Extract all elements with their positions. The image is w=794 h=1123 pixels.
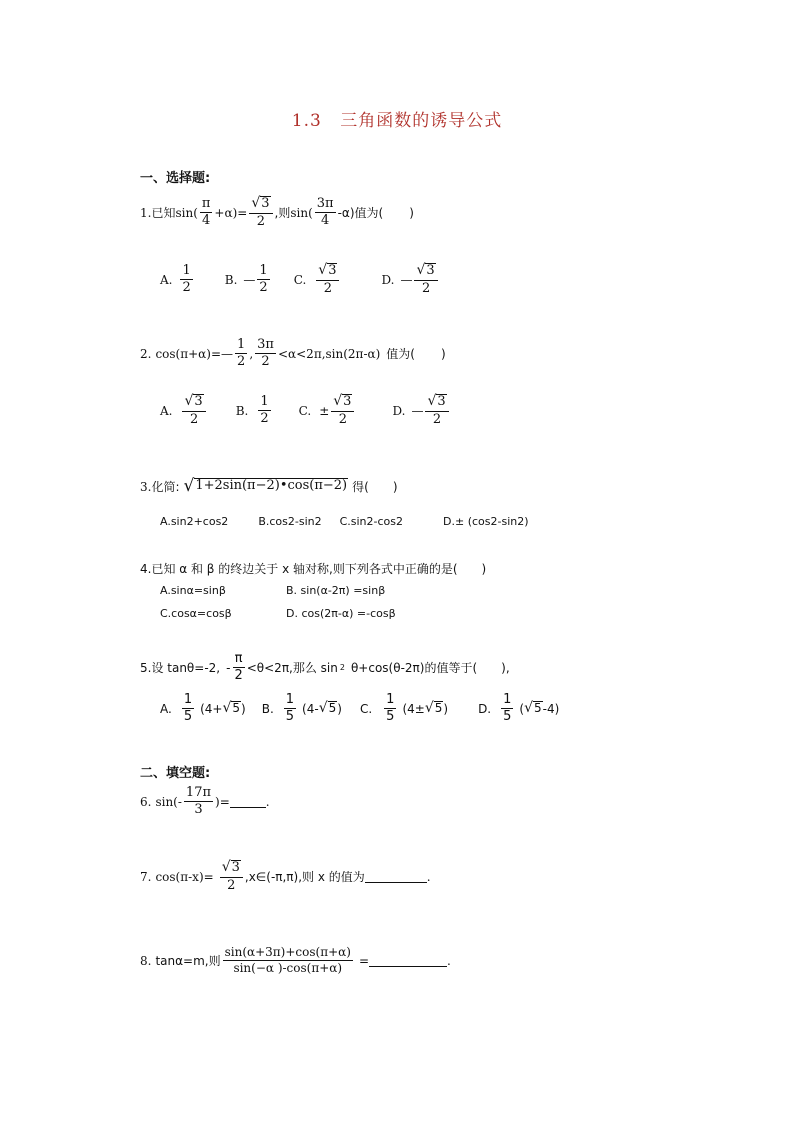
- option-d: D. $\frac{1}{5}$ ( √ 5 -4): [478, 692, 560, 725]
- title-number: 1.3: [291, 111, 322, 131]
- question-2-options: [160, 394, 451, 427]
- option-d: D.± (cos2-sin2): [443, 515, 529, 528]
- question-text: <θ<2π,那么 sin: [246, 661, 338, 676]
- answer-blank[interactable]: [369, 954, 447, 967]
- fraction-denominator: 4: [321, 213, 330, 229]
- fraction: $\frac{3\pi}{2}$: [257, 337, 274, 370]
- question-text: ,x∈(-π,π),则 x 的值为: [244, 870, 365, 885]
- option-d: D. cos(2π-α) =-cosβ: [286, 607, 396, 620]
- option-a: A. √ 3 2: [160, 394, 208, 427]
- fraction: [249, 196, 272, 229]
- question-text: 已知: [151, 206, 176, 221]
- question-8: 8. tanα=m,则 $\frac{\sin(\alpha+3\pi)+\cos(\pi+\alpha)}{\sin(-\alpha )-\cos(\pi+\alpha)}$ = .: [140, 945, 451, 976]
- option-b: B.cos2-sin2: [258, 515, 322, 528]
- option-c: C. ± √ 3 2: [299, 394, 357, 427]
- question-number: 1.: [140, 205, 152, 220]
- question-number: 7.: [140, 869, 152, 884]
- option-label: C.: [293, 272, 307, 287]
- question-1-options: [160, 263, 440, 296]
- question-3-options: [160, 515, 529, 528]
- question-text: ,则: [274, 206, 291, 221]
- option-b: B. — $\frac{1}{2}$: [224, 262, 268, 296]
- question-text: tanα=m,则: [155, 954, 221, 969]
- option-label: B.: [224, 272, 238, 287]
- fraction: $\frac{1}{5}$: [183, 692, 193, 725]
- question-1: [140, 196, 414, 229]
- square-root: √ 3: [251, 195, 270, 211]
- square-root: √ 5: [524, 700, 542, 717]
- question-3: 3. 化简: √ 1+2sin(π−2)•cos(π−2) 得( ): [140, 476, 398, 496]
- question-4: 4. 已知 α 和 β 的终边关于 x 轴对称,则下列各式中正确的是( ): [140, 561, 487, 576]
- answer-blank[interactable]: [365, 870, 427, 883]
- fraction: √ 3 2: [414, 263, 437, 296]
- superscript: 2: [339, 663, 345, 673]
- question-number: 6.: [140, 794, 152, 809]
- fraction-denominator: sin(−α )-cos(π+α): [233, 961, 343, 976]
- square-root: √ 3: [318, 262, 337, 278]
- math-text: sin(: [175, 205, 198, 220]
- square-root: √ 5: [318, 700, 337, 717]
- question-number: 3.: [140, 479, 152, 494]
- fraction-numerator: 3π: [315, 197, 336, 213]
- title-text: 三角函数的诱导公式: [340, 111, 503, 131]
- question-text: 值为(: [386, 347, 415, 362]
- question-4-options-row-1: [160, 584, 385, 597]
- question-4-options-row-2: [160, 607, 396, 620]
- option-a: A.sin2+cos2: [160, 515, 229, 528]
- math-text: sin(-: [155, 794, 182, 809]
- question-number: 8.: [140, 953, 152, 968]
- question-7: 7. cos(π-x)= √ 3 2 ,x∈(-π,π),则 x 的值为 .: [140, 859, 431, 893]
- question-number: 2.: [140, 346, 152, 361]
- option-d: D. — √ 3 2: [392, 394, 450, 427]
- fraction-denominator: 4: [202, 213, 211, 229]
- math-text: +α)=: [214, 205, 248, 220]
- math-text: )=: [215, 794, 230, 809]
- question-6: 6. sin(- $\frac{17\pi}{3}$ )= .: [140, 785, 270, 818]
- math-text: -α)值为(: [337, 206, 384, 221]
- page-title: [0, 106, 794, 131]
- fraction: [315, 197, 336, 229]
- square-root: √ 3: [427, 393, 446, 409]
- square-root: √ 3: [333, 393, 352, 409]
- square-root: √ 1+2sin(π−2)•cos(π−2): [183, 476, 348, 496]
- math-text: <α<2π,sin(2π-α): [277, 346, 381, 361]
- fraction: $\frac{1}{5}$: [386, 692, 395, 725]
- fraction: [200, 197, 213, 229]
- question-text: 得(: [352, 480, 369, 494]
- question-text: 化简:: [151, 480, 180, 494]
- option-a: [160, 264, 195, 296]
- square-root: √ 3: [184, 393, 203, 409]
- option-c: C. $\frac{1}{5}$ (4± √ 5 ): [359, 692, 449, 725]
- fraction: $\frac{\pi}{2}$: [234, 651, 243, 684]
- math-text: sin(: [290, 205, 313, 220]
- math-text: cos(π+α)=: [155, 346, 222, 361]
- math-text: cos(π-x)=: [155, 869, 214, 884]
- fraction-numerator: π: [200, 197, 213, 213]
- square-root: √ 3: [416, 262, 435, 278]
- option-label: A.: [160, 272, 173, 287]
- question-5-options: [160, 693, 559, 725]
- radicand: 3: [261, 196, 270, 211]
- section-multiple-choice-heading: 一、选择题:: [140, 171, 211, 186]
- fraction: √ 3 2: [220, 860, 243, 893]
- fraction: $\frac{17\pi}{3}$: [185, 785, 212, 818]
- question-number: 4.: [140, 561, 152, 576]
- option-b: B. $\frac{1}{2}$: [235, 393, 269, 427]
- radicand: 1+2sin(π−2)•cos(π−2): [195, 478, 348, 493]
- question-text: 已知 α 和 β 的终边关于 x 轴对称,则下列各式中正确的是(: [151, 562, 458, 576]
- fraction: $\frac{1}{2}$: [259, 262, 268, 296]
- option-label: D.: [381, 272, 395, 287]
- fraction: [223, 946, 353, 975]
- question-5: 5. 设 tanθ=-2, - $\frac{\pi}{2}$ <θ<2π,那么 sin 2 θ+cos(θ-2π)的值等于( ),: [140, 651, 510, 684]
- fraction: $\frac{1}{2}$: [237, 337, 246, 370]
- fraction: $\frac{1}{5}$: [503, 692, 512, 725]
- square-root: √ 5: [222, 700, 241, 717]
- fraction-numerator: sin(α+3π)+cos(π+α): [223, 946, 353, 961]
- fraction: $\frac{1}{2}$: [182, 262, 191, 296]
- fraction-denominator: 2: [256, 213, 266, 229]
- answer-blank[interactable]: [230, 795, 266, 808]
- question-number: 5.: [140, 660, 152, 675]
- option-b: B. $\frac{1}{5}$ (4- √ 5 ): [261, 692, 342, 725]
- square-root: √ 3: [221, 859, 240, 875]
- fraction: $\frac{1}{5}$: [285, 692, 295, 725]
- question-2: 2. cos(π+α)= — $\frac{1}{2}$ , $\frac{3\pi}{2}$ <α<2π,sin(2π-α) 值为( ): [140, 337, 446, 370]
- fraction: √ 3 2: [316, 263, 339, 296]
- fraction: √ 3 2: [425, 394, 448, 427]
- option-c: C.cosα=cosβ: [160, 607, 232, 620]
- option-a: A. $\frac{1}{5}$ (4+ √ 5 ): [160, 692, 246, 725]
- option-b: B. sin(α-2π) =sinβ: [286, 584, 386, 597]
- question-text: θ+cos(θ-2π)的值等于(: [350, 661, 478, 676]
- option-c: [294, 263, 342, 296]
- option-a: A.sinα=sinβ: [160, 584, 226, 597]
- question-text: 设 tanθ=-2,: [151, 661, 221, 676]
- section-fill-in-heading: 二、填空题:: [140, 766, 211, 781]
- fraction: $\frac{1}{2}$: [260, 393, 269, 427]
- option-c: C.sin2-cos2: [339, 515, 404, 528]
- answer-bracket-close: ): [409, 205, 414, 220]
- square-root: √ 5: [424, 700, 443, 717]
- fraction: √ 3 2: [182, 394, 205, 427]
- fraction: √ 3 2: [331, 394, 354, 427]
- option-d: D. — √ 3 2: [381, 263, 439, 296]
